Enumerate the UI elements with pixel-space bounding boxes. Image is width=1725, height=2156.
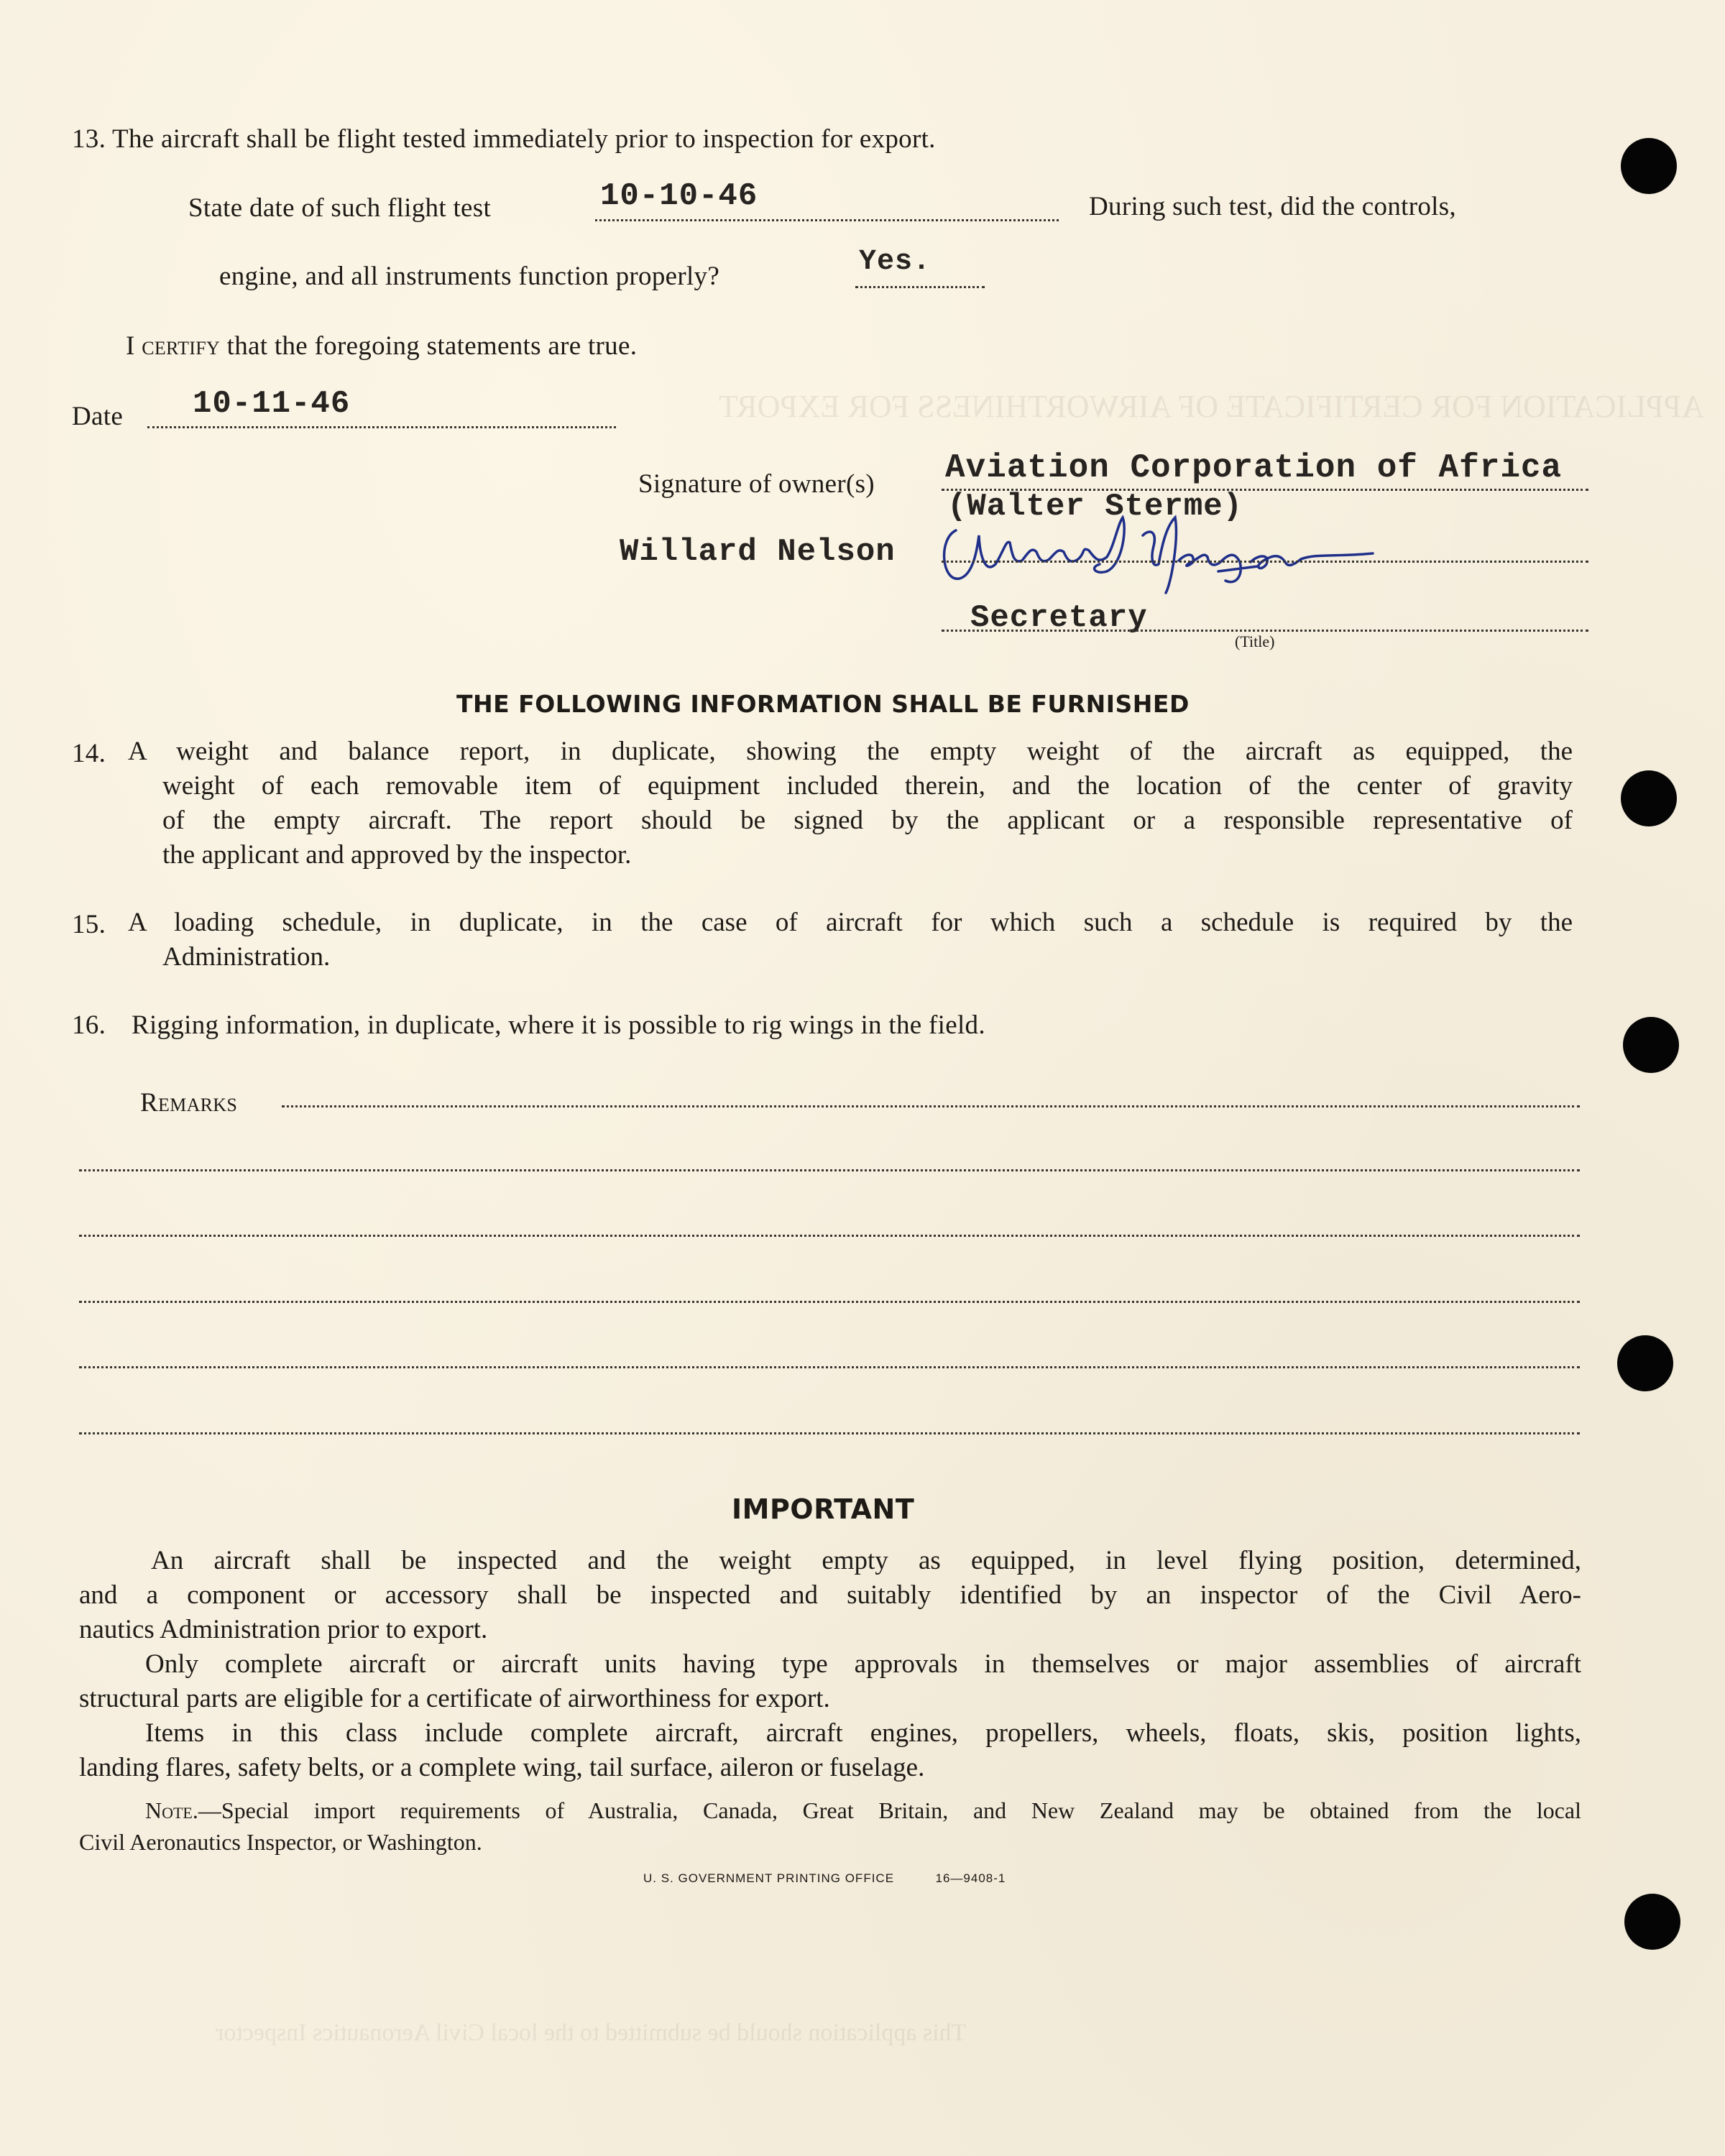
owner-contact-field[interactable]: (Walter Sterme) xyxy=(947,489,1243,525)
engine-answer-field[interactable]: Yes. xyxy=(859,246,932,278)
bleed-through-text: This application should be submitted to the local Civil Aeronautics Inspector xyxy=(216,2019,967,2046)
bleed-through-text: APPLICATION FOR CERTIFICATE OF AIRWORTHINESS FOR EXPORT xyxy=(719,389,1704,424)
form-number: 16—9408-1 xyxy=(935,1871,1006,1885)
item-number: 13. xyxy=(72,124,106,154)
important-paragraph-2: Only complete aircraft or aircraft units having type approvals in themselves or major assemblies of aircraft structural parts are eligible for a certificate of airworthiness for export. xyxy=(79,1649,1581,1713)
engine-question: engine, and all instruments function properly? xyxy=(219,262,720,291)
flight-test-date-field[interactable]: 10-10-46 xyxy=(600,178,758,214)
item-number: 14. xyxy=(72,739,106,768)
date-underline xyxy=(147,426,616,428)
date-label: Date xyxy=(72,402,124,431)
punch-hole xyxy=(1621,770,1677,826)
important-paragraph-3: Items in this class include complete aircraft, aircraft engines, propellers, wheels, floats, skis, position lights, landing flares, safety belts, or a complete wing, tail surface, aileron or fuselage. xyxy=(79,1718,1581,1782)
certify-word: certify xyxy=(142,331,221,361)
item-16-text: Rigging information, in duplicate, where it is possible to rig wings in the field. xyxy=(132,1010,985,1040)
important-paragraph-1: An aircraft shall be inspected and the weight empty as equipped, in level flying position, determined, and a component or accessory shall be inspected and suitably identified by an inspector of the Civil Aero- nautics Administration prior to export. xyxy=(79,1546,1581,1644)
item-13-text: The aircraft shall be flight tested immediately prior to inspection for export. xyxy=(112,124,936,154)
remarks-line[interactable] xyxy=(79,1432,1580,1434)
certify-statement: I certify that the foregoing statements are true. xyxy=(126,331,638,361)
item-15-text: A loading schedule, in duplicate, in the case of aircraft for which such a schedule is required by the Administration. xyxy=(128,908,1573,972)
punch-hole xyxy=(1624,1894,1680,1950)
punch-hole xyxy=(1621,138,1677,194)
remarks-label: Remarks xyxy=(140,1088,238,1118)
item-13 xyxy=(72,124,936,155)
engine-answer-underline xyxy=(855,286,985,288)
flight-test-date-underline xyxy=(595,219,1059,221)
title-label: (Title) xyxy=(1235,632,1275,650)
owner-name-field[interactable]: Aviation Corporation of Africa xyxy=(945,449,1563,487)
item-number: 16. xyxy=(72,1010,106,1040)
punch-hole xyxy=(1617,1335,1673,1391)
remarks-line[interactable] xyxy=(79,1301,1580,1303)
item-number: 15. xyxy=(72,910,106,939)
title-underline xyxy=(942,630,1588,632)
title-field[interactable]: Secretary xyxy=(970,600,1148,636)
important-heading: IMPORTANT xyxy=(732,1493,915,1525)
signer-underline xyxy=(942,561,1588,563)
item-14-text: A weight and balance report, in duplicate, showing the empty weight of the aircraft as equipped, the weight of each removable item of equipment included therein, and the location of the center of gravity of the empty aircraft. The report should be signed by the applicant or a responsible representative of the applicant and approved by the inspector. xyxy=(128,737,1573,870)
remarks-line[interactable] xyxy=(79,1366,1580,1368)
punch-hole xyxy=(1623,1017,1679,1073)
remarks-line[interactable] xyxy=(79,1235,1580,1237)
printer-imprint: U. S. GOVERNMENT PRINTING OFFICE 16—9408-1 xyxy=(643,1871,1006,1885)
import-note: Note.—Special import requirements of Australia, Canada, Great Britain, and New Zealand may be obtained from the local Civil Aeronautics Inspector, or Washington. xyxy=(79,1797,1581,1855)
handwritten-signature xyxy=(934,496,1452,596)
controls-question: During such test, did the controls, xyxy=(1089,192,1456,221)
note-label: Note. xyxy=(145,1797,198,1823)
remarks-line[interactable] xyxy=(79,1169,1580,1171)
furnished-heading: THE FOLLOWING INFORMATION SHALL BE FURNISHED xyxy=(456,690,1190,718)
remarks-line[interactable] xyxy=(282,1105,1580,1107)
date-field[interactable]: 10-11-46 xyxy=(193,386,351,422)
owner-signature-label: Signature of owner(s) xyxy=(638,469,875,499)
signer-typed-name: Willard Nelson xyxy=(620,534,896,570)
flight-test-label: State date of such flight test xyxy=(188,193,492,223)
